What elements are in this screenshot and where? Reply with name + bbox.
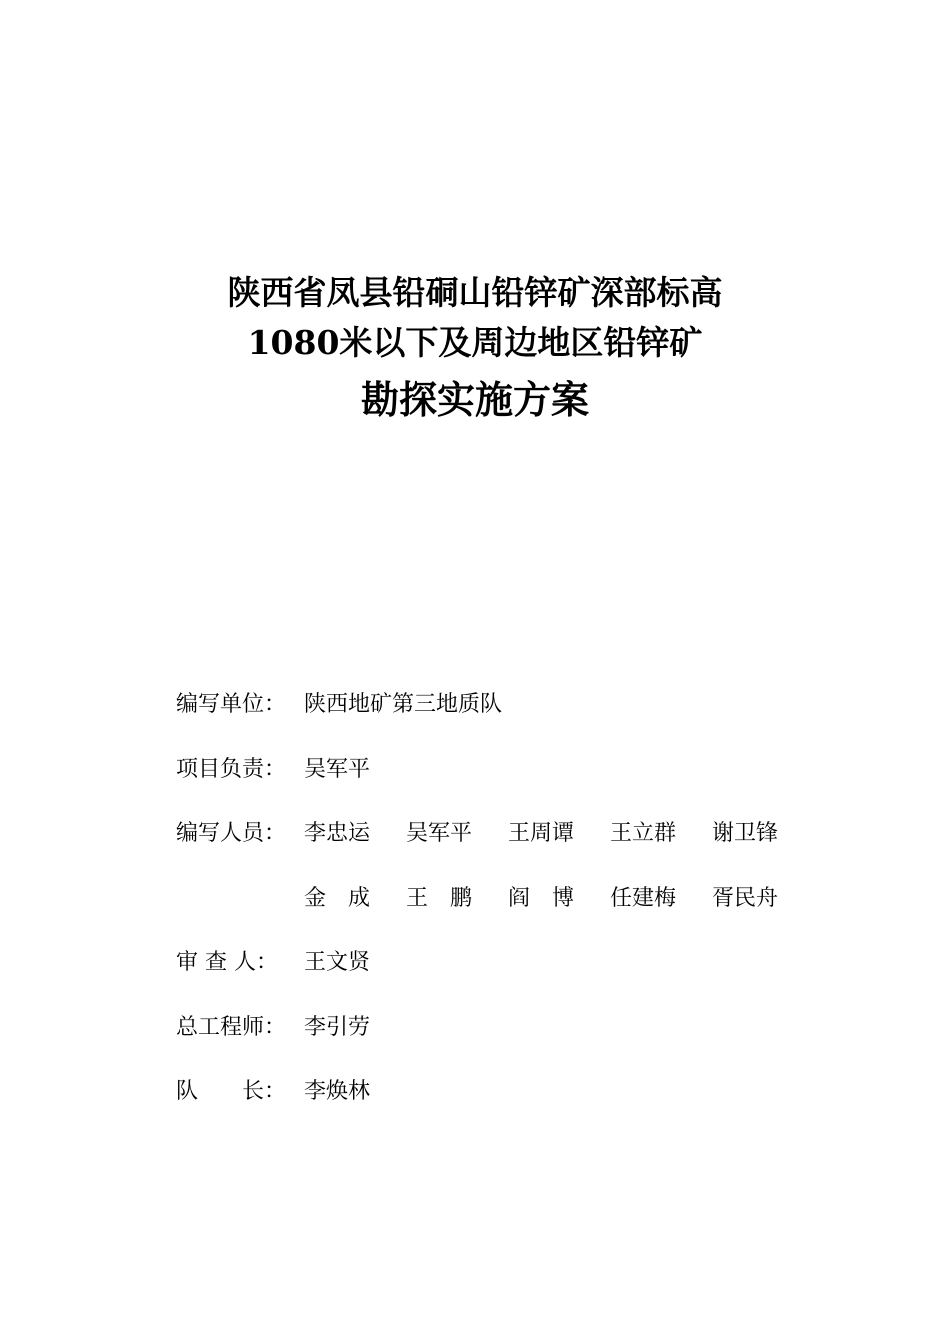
- unit-row: [176, 683, 816, 748]
- title-line-1: 陕西省凤县铅硐山铅锌矿深部标高: [227, 273, 723, 312]
- title-line-3: 勘探实施方案: [360, 377, 589, 422]
- writer-name: 任建梅: [610, 885, 677, 911]
- captain-row: [176, 1070, 816, 1135]
- writer-name: 胥民舟: [712, 885, 779, 911]
- captain-label: 队 长：: [176, 1079, 287, 1104]
- captain-value: 李焕林: [304, 1079, 371, 1104]
- leader-row: [176, 748, 816, 813]
- unit-label: 编写单位：: [176, 692, 287, 717]
- chief-engineer-row: [176, 1006, 816, 1071]
- chief-engineer-label: 总工程师：: [176, 1014, 287, 1040]
- writer-name: 吴军平: [406, 821, 473, 846]
- writer-name: 谢卫锋: [712, 821, 779, 846]
- credits-section: [176, 683, 816, 1135]
- writer-name: 王 鹏: [406, 885, 473, 911]
- title-line-2: 1080米以下及周边地区铅锌矿: [247, 323, 703, 362]
- leader-value: 吴军平: [304, 756, 371, 782]
- writer-name: 阎 博: [508, 885, 575, 911]
- reviewer-row: [176, 941, 816, 1006]
- writer-name: 金 成: [304, 885, 371, 911]
- writer-name: 王立群: [610, 821, 677, 846]
- chief-engineer-value: 李引劳: [304, 1014, 371, 1040]
- writer-name: 王周谭: [508, 821, 575, 846]
- leader-label: 项目负责：: [176, 756, 287, 782]
- document-title: [0, 268, 950, 430]
- reviewer-value: 王文贤: [304, 950, 371, 975]
- writers-row-1: [176, 812, 816, 877]
- writers-label: 编写人员：: [176, 821, 287, 846]
- reviewer-label: 审 查 人：: [176, 950, 278, 975]
- writers-row-2: [176, 877, 816, 942]
- unit-value: 陕西地矿第三地质队: [304, 692, 503, 717]
- writer-name: 李忠运: [304, 821, 371, 846]
